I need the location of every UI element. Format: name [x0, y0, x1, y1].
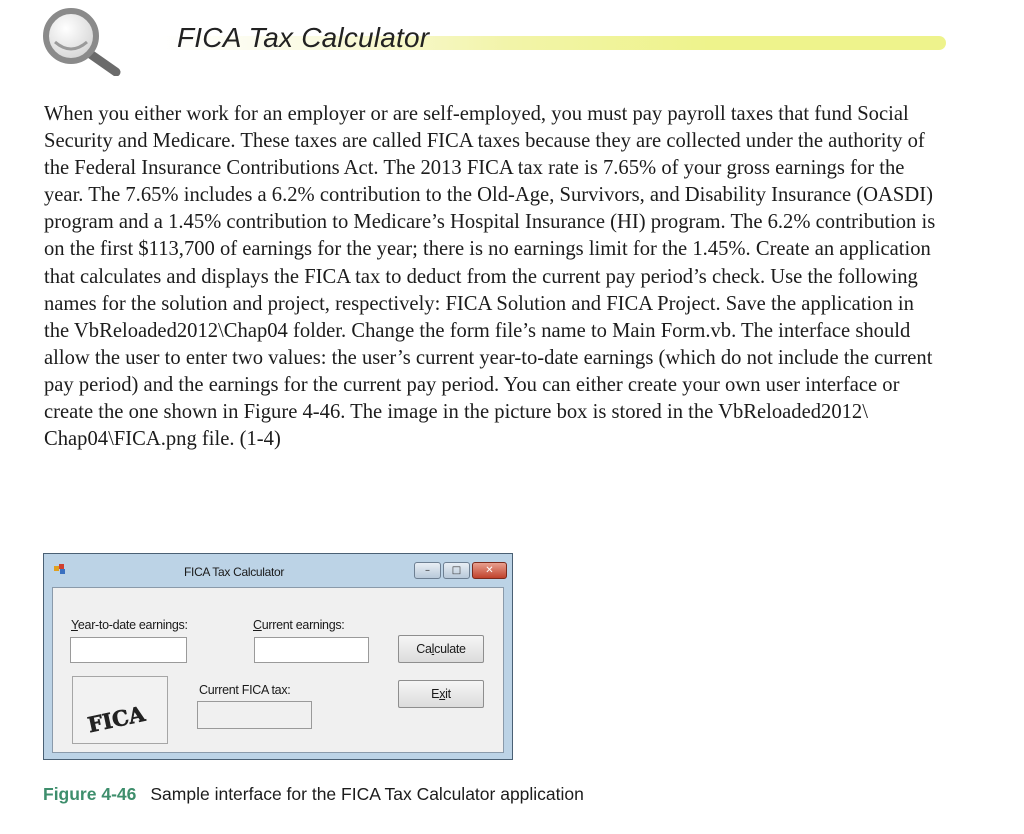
minimize-button[interactable] — [414, 562, 441, 579]
fica-picture-box — [72, 676, 168, 744]
maximize-button[interactable] — [443, 562, 470, 579]
current-fica-tax-output — [197, 701, 312, 729]
maximize-icon: □ — [451, 565, 462, 576]
window-client-area — [52, 587, 504, 753]
figure-caption-text: Sample interface for the FICA Tax Calculator application — [150, 784, 584, 804]
magnifying-glass-icon — [40, 6, 130, 76]
page-title: FICA Tax Calculator — [177, 22, 430, 53]
window-title: FICA Tax Calculator — [184, 565, 285, 579]
ytd-earnings-input[interactable] — [70, 637, 187, 663]
svg-text:FICA: FICA — [85, 700, 148, 738]
exit-button[interactable]: Exit — [398, 680, 484, 708]
close-icon: ✕ — [485, 565, 494, 576]
current-earnings-label: Current earnings: — [253, 618, 345, 632]
window-titlebar — [44, 554, 512, 588]
minimize-icon: – — [425, 565, 430, 576]
exercise-paragraph: When you either work for an employer or are self-employed, you must pay payroll taxes that fund Social Security and Medicare. These taxes are called FICA taxes because they are collected under the authority of the Federal Insurance Contributions Act. The 2013 FICA tax rate is 7.65% of your gross earnings for the year. The 7.65% includes a 6.2% contribution to the Old-Age, Survivors, and Disability Insurance (OASDI) program and a 1.45% contribution to Medicare’s Hospital Insurance (HI) program. The 6.2% contribution is on the first $113,700 of earnings for the year; there is no earnings limit for the 1.45%. Create an application that calculates and displays the FICA tax to deduct from the current pay period’s check. Use the following names for the solution and project, respectively: FICA Solution and FICA Project. Save the application in the VbReloaded2012\Chap04 folder. Change the form file’s name to Main Form.vb. The interface should allow the user to enter two values: the user’s current year-to-date earnings (which do not include the current pay period) and the earnings for the current pay period. You can either create your own user interface or create the one shown in Figure 4-46. The image in the picture box is stored in the VbReloaded2012\ Chap04\FICA.png file. (1-4) — [44, 103, 936, 451]
figure-caption — [43, 784, 584, 805]
current-fica-tax-label: Current FICA tax: — [199, 683, 291, 697]
fica-logo-image — [73, 677, 167, 743]
sample-window — [43, 553, 513, 760]
app-icon — [54, 564, 66, 574]
close-button[interactable] — [472, 562, 507, 579]
calculate-button[interactable]: Calculate — [398, 635, 484, 663]
figure-label: Figure 4-46 — [43, 784, 137, 804]
section-header — [40, 6, 920, 76]
current-earnings-input[interactable] — [254, 637, 369, 663]
ytd-earnings-label: Year-to-date earnings: — [71, 618, 188, 632]
